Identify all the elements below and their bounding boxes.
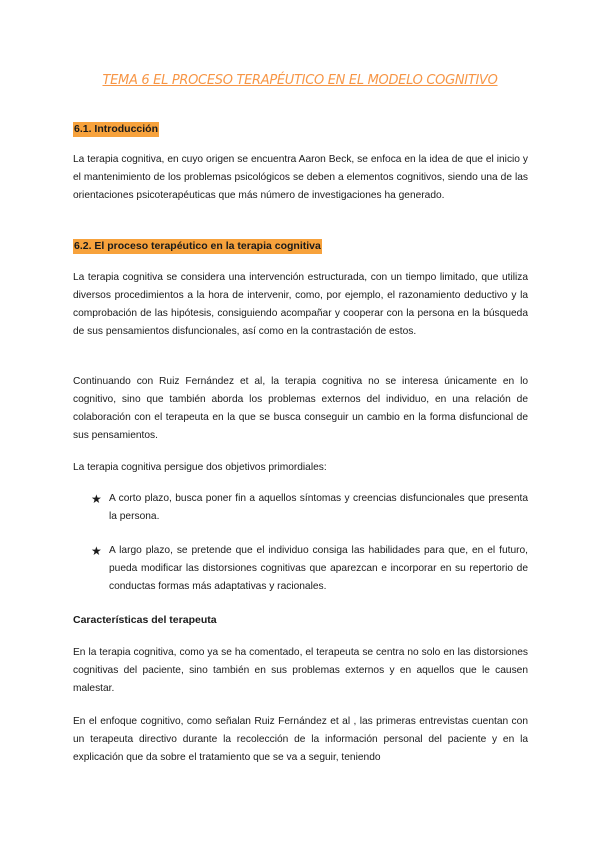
- document-title: TEMA 6 EL PROCESO TERAPÉUTICO EN EL MODELO COGNITIVO: [102, 73, 498, 88]
- paragraph-intro: La terapia cognitiva, en cuyo origen se encuentra Aaron Beck, se enfoca en la idea de que el inicio y el mantenimiento de los problemas psicológicos se deben a elementos cognitivos, siendo una de las orientaciones psicoterapéuticas que más número de investigaciones ha generado.: [73, 154, 528, 201]
- star-icon: ★: [91, 544, 102, 558]
- bullet-text: A corto plazo, busca poner fin a aquellos síntomas y creencias disfuncionales que presenta la persona.: [109, 493, 528, 522]
- bullet-item: [91, 542, 528, 596]
- section-heading-intro: 6.1. Introducción: [74, 123, 159, 135]
- bullet-text: A largo plazo, se pretende que el individuo consiga las habilidades para que, en el futuro, pueda modificar las distorsiones cognitivas que aparezcan e incorporar en su repertorio de conductas formas más adaptativas y racionales.: [109, 545, 528, 592]
- section-heading-process: 6.2. El proceso terapéutico en la terapia cognitiva: [74, 240, 321, 252]
- subheading-therapist: Características del terapeuta: [73, 614, 217, 626]
- star-icon: ★: [91, 492, 102, 506]
- paragraph-process-1: La terapia cognitiva se considera una intervención estructurada, con un tiempo limitado, que utiliza diversos procedimientos a la hora de intervenir, como, por ejemplo, el razonamiento deductivo y la comprobación de las hipótesis, consiguiendo acompañar y cooperar con la persona en la búsqueda de sus pensamientos disfuncionales, así como en la contrastación de estos.: [73, 272, 528, 337]
- paragraph-therapist-1: En la terapia cognitiva, como ya se ha comentado, el terapeuta se centra no solo en las distorsiones cognitivas del paciente, sino también en sus problemas externos y en aquellos que le causen malestar.: [73, 647, 528, 694]
- bullet-item: [91, 490, 528, 526]
- paragraph-therapist-2: En el enfoque cognitivo, como señalan Ruiz Fernández et al , las primeras entrevistas cuentan con un terapeuta directivo durante la recolección de la información personal del paciente y en la explicación que da sobre el tratamiento que se va a seguir, teniendo: [73, 716, 528, 763]
- paragraph-process-3: La terapia cognitiva persigue dos objetivos primordiales:: [73, 462, 327, 473]
- paragraph-process-2: Continuando con Ruiz Fernández et al, la terapia cognitiva no se interesa únicamente en lo cognitivo, sino que también aborda los problemas externos del individuo, en una relación de colaboración con el terapeuta en la que se busca conseguir un cambio en la forma disfuncional de sus pensamientos.: [73, 376, 528, 441]
